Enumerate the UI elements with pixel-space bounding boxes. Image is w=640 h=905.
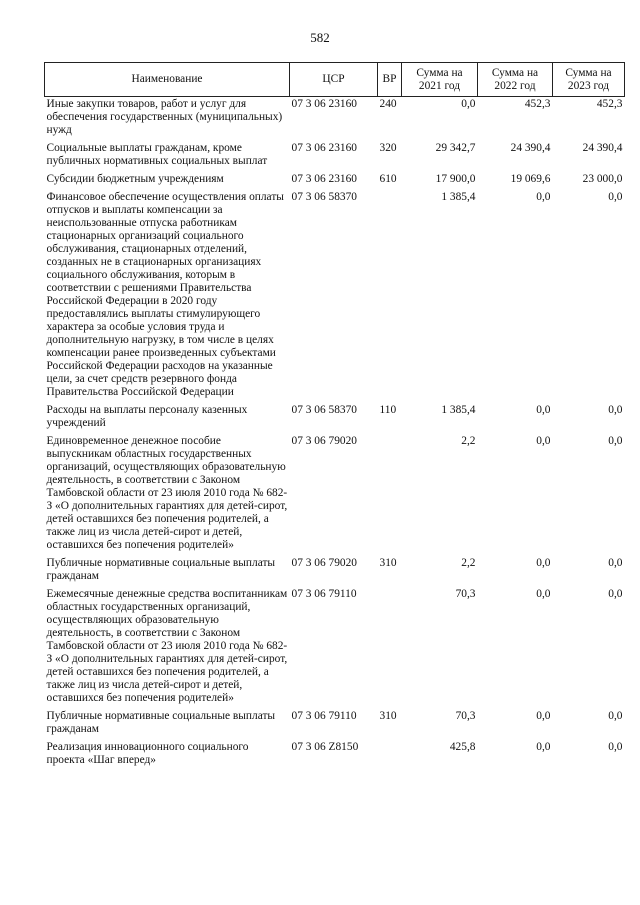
row-vr [378, 740, 402, 771]
page-number: 582 [310, 30, 330, 45]
row-name: Единовременное денежное пособие выпускникам областных государственных организаций, осуществляющих образовательную деятельность, в соответствии с Законом Тамбовской области от 23 июля 2010 года № 682-З «О дополнительных гарантиях для детей-сирот, детей оставшихся без попечения родителей, а также лиц из числа детей-сирот и детей, оставшихся без попечения родителей» [46, 435, 288, 551]
row-csr: 07 3 06 23160 [291, 173, 357, 185]
table-header-row [45, 63, 625, 97]
row-sum-2022: 452,3 [524, 98, 551, 110]
table-row [45, 556, 625, 587]
row-sum-2023: 452,3 [596, 98, 623, 110]
table-row [45, 709, 625, 740]
row-name: Публичные нормативные социальные выплаты гражданам [46, 557, 276, 582]
row-name: Публичные нормативные социальные выплаты гражданам [46, 710, 276, 735]
header-name: Наименование [45, 63, 290, 97]
row-vr: 240 [379, 98, 397, 110]
header-sum-2021: Сумма на 2021 год [402, 63, 478, 97]
row-sum-2022: 0,0 [536, 435, 551, 447]
row-sum-2021: 17 900,0 [435, 173, 476, 185]
row-sum-2021: 70,3 [455, 588, 476, 600]
table-row [45, 403, 625, 434]
table-body [45, 97, 625, 772]
row-sum-2023: 0,0 [608, 588, 623, 600]
row-sum-2023: 0,0 [608, 404, 623, 416]
row-sum-2023: 0,0 [608, 435, 623, 447]
row-name: Субсидии бюджетным учреждениям [46, 173, 224, 185]
row-csr: 07 3 06 79020 [291, 557, 357, 569]
table-row [45, 190, 625, 403]
row-sum-2021: 425,8 [449, 741, 476, 753]
row-csr: 07 3 06 79020 [291, 435, 357, 447]
row-csr: 07 3 06 79110 [291, 710, 357, 722]
row-name: Реализация инновационного социального проекта «Шаг вперед» [46, 741, 249, 766]
table-row [45, 587, 625, 709]
row-vr: 610 [379, 173, 397, 185]
row-sum-2021: 29 342,7 [435, 142, 476, 154]
table-row [45, 172, 625, 190]
row-sum-2022: 24 390,4 [510, 142, 551, 154]
row-csr: 07 3 06 79110 [291, 588, 357, 600]
row-sum-2021: 2,2 [461, 557, 476, 569]
row-csr: 07 3 06 58370 [291, 191, 357, 203]
row-sum-2023: 0,0 [608, 741, 623, 753]
row-sum-2023: 0,0 [608, 710, 623, 722]
row-sum-2023: 0,0 [608, 191, 623, 203]
header-csr: ЦСР [290, 63, 378, 97]
row-sum-2021: 2,2 [461, 435, 476, 447]
row-csr: 07 3 06 58370 [291, 404, 357, 416]
row-sum-2022: 0,0 [536, 741, 551, 753]
row-vr [378, 190, 402, 403]
row-csr: 07 3 06 Z8150 [291, 741, 359, 753]
header-sum-2023: Сумма на 2023 год [553, 63, 625, 97]
row-sum-2022: 0,0 [536, 404, 551, 416]
row-name: Финансовое обеспечение осуществления оплаты отпусков и выплаты компенсации за неиспользованные отпуска работникам стационарных организаций социального обслуживания, стационарных отделений, созданных не в стационарных организациях социального обслуживания, которым в соответствии с решениями Правительства Российской Федерации в 2020 году предоставлялись выплаты стимулирующего характера за особые условия труда и дополнительную нагрузку, в том числе в целях компенсации ранее произведенных субъектами Российской Федерации расходов на указанные цели, за счет средств резервного фонда Правительства Российской Федерации [46, 191, 284, 398]
row-vr: 310 [379, 710, 397, 722]
table-row [45, 141, 625, 172]
row-sum-2021: 1 385,4 [441, 404, 476, 416]
row-sum-2022: 0,0 [536, 588, 551, 600]
row-sum-2023: 23 000,0 [582, 173, 623, 185]
row-sum-2021: 0,0 [461, 98, 476, 110]
row-vr: 320 [379, 142, 397, 154]
budget-table [44, 62, 625, 771]
row-sum-2023: 0,0 [608, 557, 623, 569]
row-vr [378, 587, 402, 709]
row-sum-2022: 0,0 [536, 191, 551, 203]
row-sum-2023: 24 390,4 [582, 142, 623, 154]
row-csr: 07 3 06 23160 [291, 142, 357, 154]
row-vr: 310 [379, 557, 397, 569]
row-sum-2022: 0,0 [536, 710, 551, 722]
row-name: Социальные выплаты гражданам, кроме публичных нормативных социальных выплат [46, 142, 268, 167]
header-sum-2022: Сумма на 2022 год [478, 63, 553, 97]
row-name: Расходы на выплаты персоналу казенных учреждений [46, 404, 248, 429]
row-sum-2021: 1 385,4 [441, 191, 476, 203]
row-name: Ежемесячные денежные средства воспитанникам областных государственных организаций, осуществляющих образовательную деятельность, в соответствии с Законом Тамбовской области от 23 июля 2010 года № 682-З «О дополнительных гарантиях для детей-сирот, детей оставшихся без попечения родителей, а также лиц из числа детей-сирот и детей, оставшихся без попечения родителей» [46, 588, 288, 704]
row-csr: 07 3 06 23160 [291, 98, 357, 110]
row-name: Иные закупки товаров, работ и услуг для обеспечения государственных (муниципальных) нужд [46, 98, 283, 136]
header-vr: ВР [378, 63, 402, 97]
row-sum-2022: 19 069,6 [510, 173, 551, 185]
table-row [45, 97, 625, 142]
row-vr [378, 434, 402, 556]
row-vr: 110 [379, 404, 397, 416]
row-sum-2022: 0,0 [536, 557, 551, 569]
table-row [45, 434, 625, 556]
row-sum-2021: 70,3 [455, 710, 476, 722]
table-row [45, 740, 625, 771]
